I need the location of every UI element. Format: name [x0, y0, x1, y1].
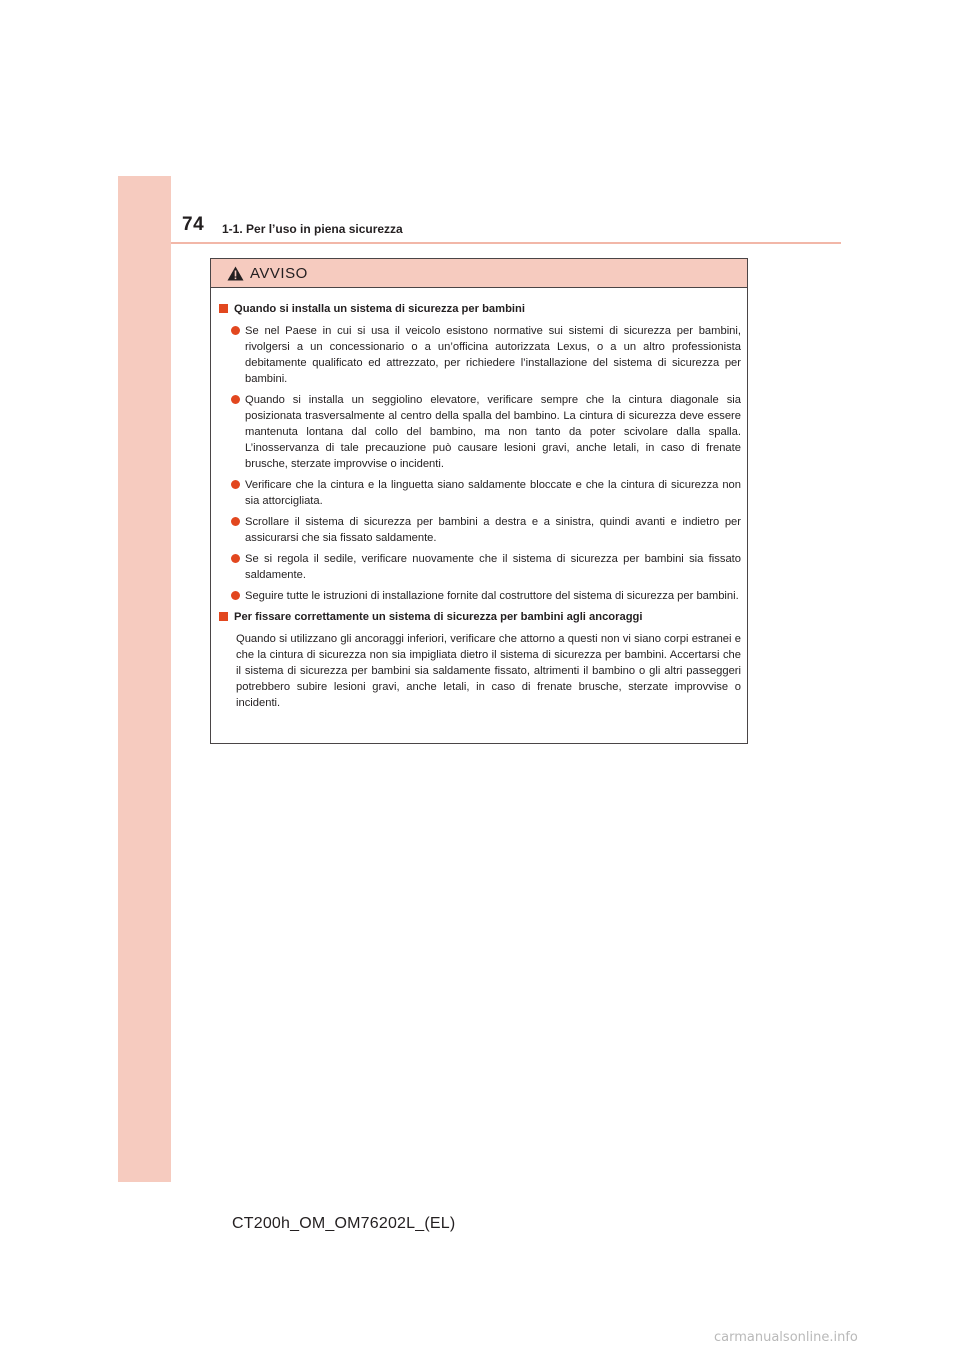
anchor-paragraph: Quando si utilizzano gli ancoraggi inferiori, verificare che attorno a questi non vi siano corpi estranei e che la cintura di sicurezza non sia impigliata dietro il sistema di sicurezza per bambini. Accertarsi che il sistema di sicurezza per bambini sia saldamente fissato, altrimenti il bambino o gli altri passeggeri potrebbero subire lesioni gravi, anche letali, in caso di frenate brusche, sterzate improvvise o incidenti.: [236, 633, 741, 709]
list-item: [219, 514, 741, 546]
warning-box: [210, 258, 748, 744]
list-item-text: Quando si installa un seggiolino elevatore, verificare sempre che la cintura diagonale sia posizionata trasversalmente al centro della spalla del bambino. La cintura di sicurezza deve essere mantenuta lontana dal collo del bambino, ma non tanto da poter scivolare dalla spalla. L’inosservanza di tale precauzione può causare lesioni gravi, anche letali, in caso di frenate brusche, sterzate improvvise o incidenti.: [245, 394, 741, 470]
list-item: [219, 477, 741, 509]
section-heading-installation: [219, 301, 741, 317]
header-rule: [171, 242, 841, 244]
warning-content: [211, 288, 747, 711]
heading-text: Quando si installa un sistema di sicurezza per bambini: [234, 303, 525, 315]
list-item: [219, 323, 741, 387]
watermark: carmanualsonline.info: [714, 1330, 858, 1345]
list-item-text: Se nel Paese in cui si usa il veicolo esistono normative sui sistemi di sicurezza per bambini, rivolgersi a un concessionario o a un’officina autorizzata Lexus, o a un altro professionista debitamente qualificato ed attrezzato, per richiedere l’installazione del sistema di sicurezza per bambini.: [245, 325, 741, 385]
heading-text: Per fissare correttamente un sistema di sicurezza per bambini agli ancoraggi: [234, 611, 643, 623]
warning-header: [211, 259, 747, 288]
list-item-text: Verificare che la cintura e la linguetta siano saldamente bloccate e che la cintura di sicurezza non sia attorcigliata.: [245, 479, 741, 507]
document-code: CT200h_OM_OM76202L_(EL): [232, 1215, 456, 1232]
list-item: [219, 392, 741, 472]
list-item: [219, 551, 741, 583]
square-bullet-icon: [219, 612, 228, 621]
round-bullet-icon: [231, 591, 240, 600]
round-bullet-icon: [231, 395, 240, 404]
square-bullet-icon: [219, 304, 228, 313]
warning-triangle-icon: [227, 266, 244, 281]
side-tab-strip: [118, 176, 171, 1182]
round-bullet-icon: [231, 554, 240, 563]
round-bullet-icon: [231, 517, 240, 526]
round-bullet-icon: [231, 326, 240, 335]
list-item: [219, 588, 741, 604]
list-item-text: Se si regola il sedile, verificare nuovamente che il sistema di sicurezza per bambini sia fissato saldamente.: [245, 553, 741, 581]
warning-title: AVVISO: [250, 264, 308, 282]
page-number: 74: [182, 214, 205, 235]
section-heading-anchors: [219, 609, 741, 625]
list-item-text: Seguire tutte le istruzioni di installazione fornite dal costruttore del sistema di sicurezza per bambini.: [245, 590, 739, 602]
list-item-text: Scrollare il sistema di sicurezza per bambini a destra e a sinistra, quindi avanti e indietro per assicurarsi che sia fissato saldamente.: [245, 516, 741, 544]
section-title: 1-1. Per l’uso in piena sicurezza: [222, 222, 403, 236]
round-bullet-icon: [231, 480, 240, 489]
